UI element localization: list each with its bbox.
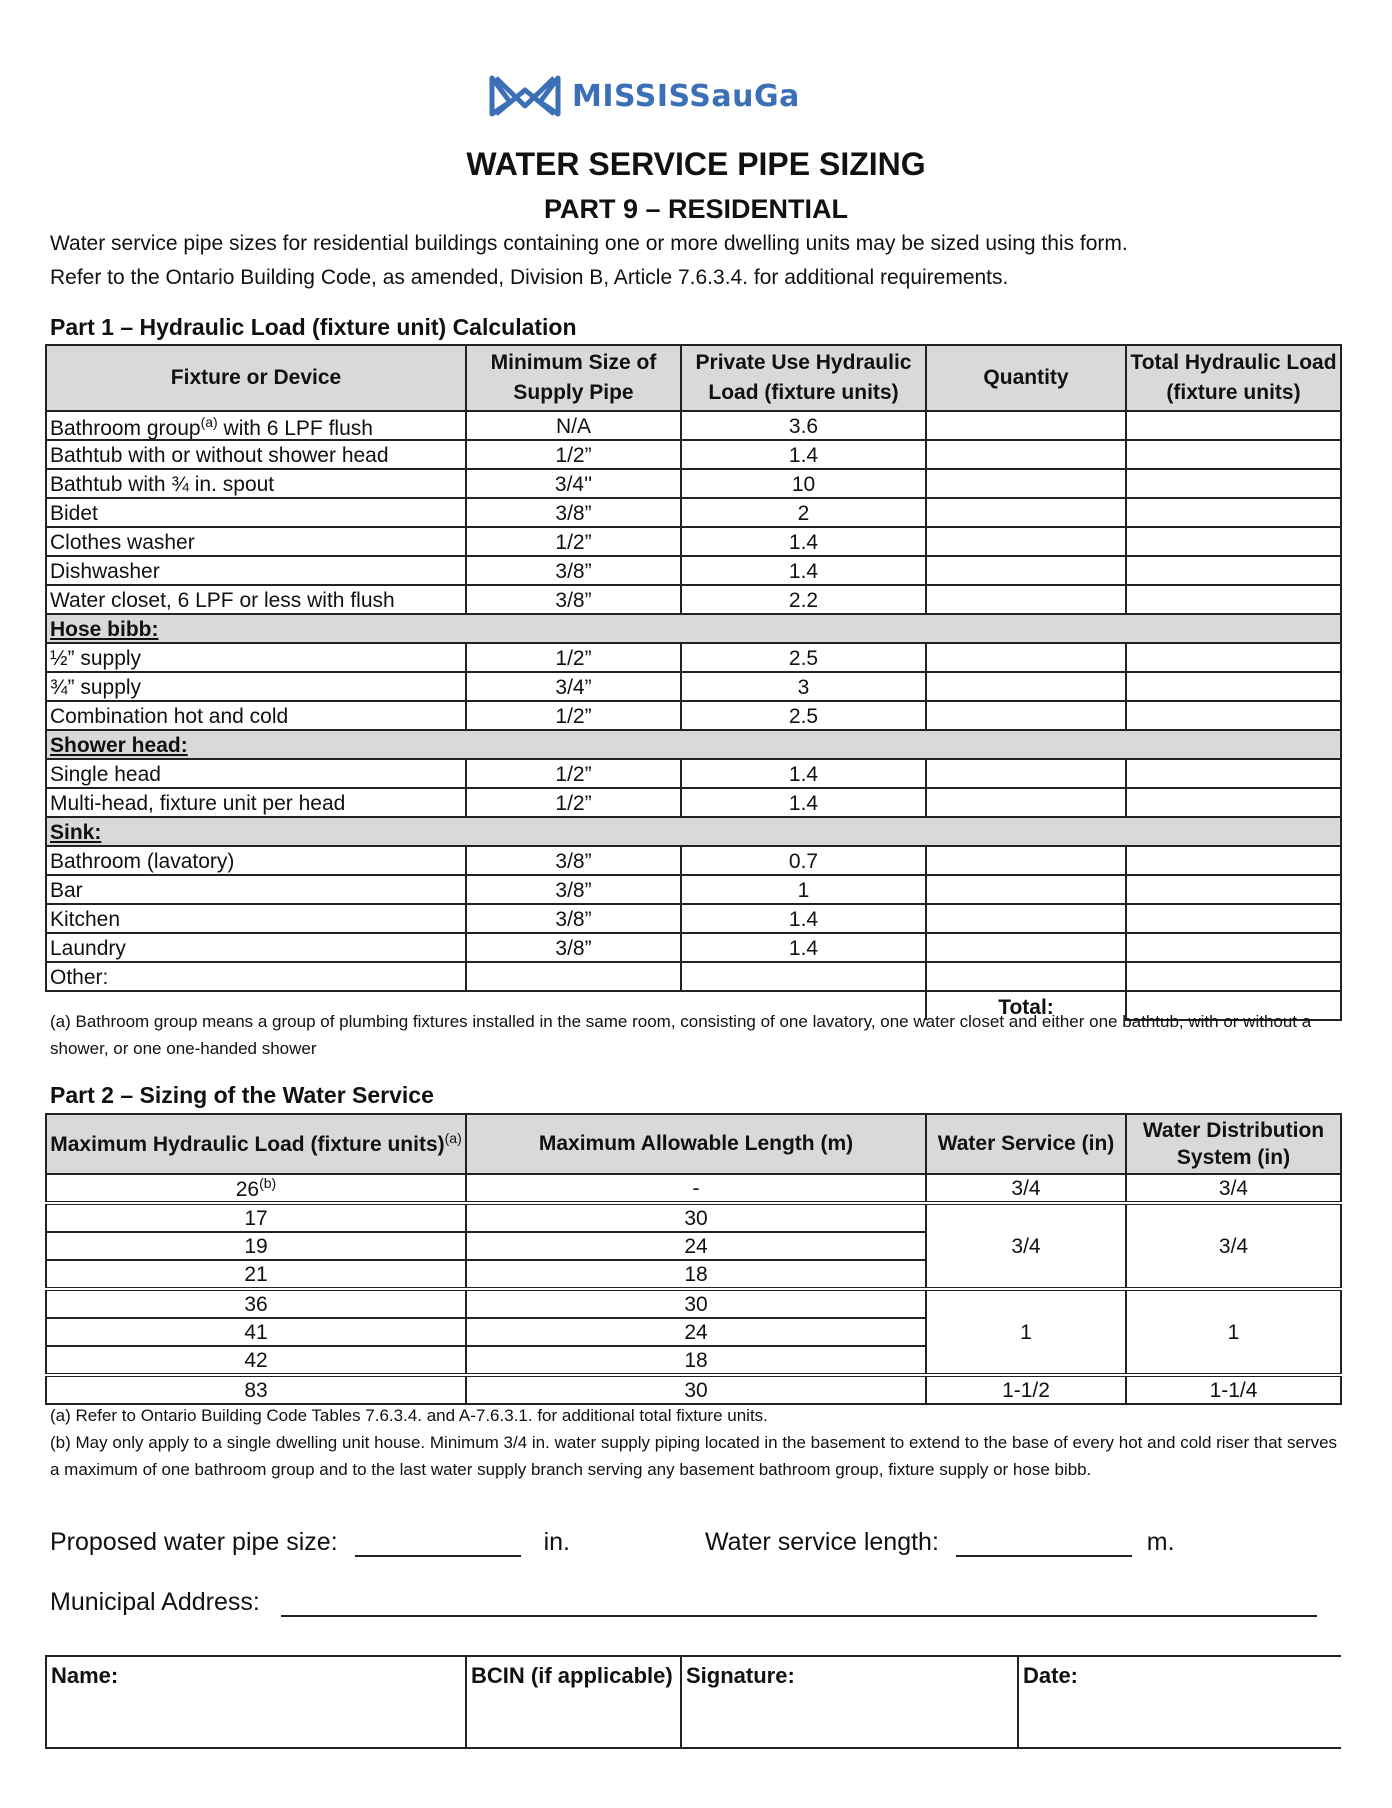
quantity-cell[interactable] <box>926 875 1126 904</box>
min-size: N/A <box>466 411 681 440</box>
col-distribution: Water Distribution System (in) <box>1126 1114 1341 1174</box>
service-length-input[interactable] <box>956 1531 1132 1557</box>
bathroom-group-rest: with 6 LPF flush <box>217 416 373 440</box>
table-row <box>46 846 1341 875</box>
bathroom-group-label: Bathroom group <box>50 416 201 440</box>
table-row <box>46 1375 1341 1404</box>
part2-footnote-b: (b) May only apply to a single dwelling unit house. Minimum 3/4 in. water supply piping located in the basement to extend to the base of every hot and cold riser that serves a maximum of one bathroom group and to the last water supply branch serving any basement bathroom group, fixture supply or hose bibb. <box>50 1433 1338 1479</box>
total-cell[interactable] <box>1126 556 1341 585</box>
max-length: 18 <box>466 1260 926 1289</box>
address-field <box>50 1588 1317 1617</box>
load-value: 10 <box>681 469 926 498</box>
footnote-a-marker: (a) <box>200 413 218 430</box>
min-size: 3/8” <box>466 846 681 875</box>
quantity-cell[interactable] <box>926 701 1126 730</box>
load-value: 1.4 <box>681 556 926 585</box>
category-row <box>46 817 1341 846</box>
address-label: Municipal Address: <box>50 1588 260 1616</box>
quantity-cell[interactable] <box>926 498 1126 527</box>
total-cell[interactable] <box>1126 469 1341 498</box>
fixture-name: Bar <box>46 875 466 904</box>
category-shower-head: Shower head: <box>46 730 1341 759</box>
quantity-cell[interactable] <box>926 585 1126 614</box>
date-label: Date: <box>1023 1663 1079 1688</box>
water-service-sizing-table <box>45 1113 1342 1405</box>
min-size: 1/2” <box>466 701 681 730</box>
max-load: 83 <box>46 1375 466 1404</box>
load-value: 3.6 <box>681 411 926 440</box>
max-length: 24 <box>466 1318 926 1346</box>
max-length: 30 <box>466 1203 926 1232</box>
col-fixture: Fixture or Device <box>46 345 466 411</box>
quantity-cell[interactable] <box>926 788 1126 817</box>
fixture-name: Clothes washer <box>46 527 466 556</box>
intro-line-2: Refer to the Ontario Building Code, as amended, Division B, Article 7.6.3.4. for additional requirements. <box>50 266 1009 289</box>
part1-footnote-a: (a) Bathroom group means a group of plumbing fixtures installed in the same room, consisting of one lavatory, one water closet and either one bathtub, with or without a shower, or one one-handed shower <box>50 1012 1312 1058</box>
total-cell[interactable] <box>1126 411 1341 440</box>
footnote-b-marker: (b) <box>259 1175 277 1191</box>
col-max-load <box>46 1114 466 1174</box>
quantity-cell[interactable] <box>926 556 1126 585</box>
quantity-cell[interactable] <box>926 469 1126 498</box>
fixture-name: Bidet <box>46 498 466 527</box>
load-value: 2.5 <box>681 643 926 672</box>
fixture-name: Dishwasher <box>46 556 466 585</box>
table-row <box>46 701 1341 730</box>
table-row <box>46 643 1341 672</box>
fixture-name: ¾” supply <box>46 672 466 701</box>
table-row <box>46 556 1341 585</box>
min-size: 3/8” <box>466 556 681 585</box>
table-row <box>46 527 1341 556</box>
footnote-a-marker: (a) <box>444 1130 462 1147</box>
total-cell[interactable] <box>1126 904 1341 933</box>
table-row <box>46 933 1341 962</box>
total-cell[interactable] <box>1126 788 1341 817</box>
quantity-cell[interactable] <box>926 759 1126 788</box>
load-value: 2.5 <box>681 701 926 730</box>
water-service: 3/4 <box>926 1203 1126 1289</box>
logo-wordmark: MISSISSauGa <box>572 78 800 114</box>
mississauga-logo-icon <box>488 72 562 120</box>
service-length-field <box>705 1528 1175 1557</box>
load-value: 1.4 <box>681 527 926 556</box>
quantity-cell[interactable] <box>926 527 1126 556</box>
table-row <box>46 411 1341 440</box>
table-row <box>46 962 1341 991</box>
table-row <box>46 1174 1341 1203</box>
distribution: 3/4 <box>1126 1174 1341 1203</box>
col-min-size: Minimum Size of Supply Pipe <box>466 345 681 411</box>
max-load: 19 <box>46 1232 466 1260</box>
total-cell[interactable] <box>1126 498 1341 527</box>
quantity-cell[interactable] <box>926 672 1126 701</box>
load-value: 1.4 <box>681 904 926 933</box>
water-service: 1 <box>926 1289 1126 1375</box>
fixture-name: Other: <box>46 962 466 991</box>
min-size: 1/2” <box>466 788 681 817</box>
signature-field[interactable] <box>681 1656 1018 1748</box>
load-value: 1.4 <box>681 440 926 469</box>
proposed-size-input[interactable] <box>355 1531 521 1557</box>
table-row <box>46 585 1341 614</box>
fixture-name: Kitchen <box>46 904 466 933</box>
quantity-cell[interactable] <box>926 933 1126 962</box>
table-row <box>46 904 1341 933</box>
max-length: 30 <box>466 1375 926 1404</box>
max-length: 30 <box>466 1289 926 1318</box>
fixture-name: Bathroom (lavatory) <box>46 846 466 875</box>
col-total: Total Hydraulic Load (fixture units) <box>1126 345 1341 411</box>
service-length-label: Water service length: <box>705 1528 939 1556</box>
max-load: 17 <box>46 1203 466 1232</box>
quantity-cell[interactable] <box>926 643 1126 672</box>
quantity-cell[interactable] <box>926 962 1126 991</box>
part2-footnotes <box>50 1402 1350 1483</box>
total-cell[interactable] <box>1126 846 1341 875</box>
load-value: 1.4 <box>681 933 926 962</box>
intro-line-1: Water service pipe sizes for residential buildings containing one or more dwelling units may be sized using this form. <box>50 232 1128 255</box>
part2-footnote-a: (a) Refer to Ontario Building Code Tables 7.6.3.4. and A-7.6.3.1. for additional total fixture units. <box>50 1406 768 1425</box>
name-label: Name: <box>51 1663 119 1688</box>
table-row <box>46 788 1341 817</box>
max-length: - <box>466 1174 926 1203</box>
quantity-cell[interactable] <box>926 411 1126 440</box>
fixture-name: Combination hot and cold <box>46 701 466 730</box>
table-row <box>46 1289 1341 1318</box>
category-sink: Sink: <box>46 817 1341 846</box>
load-value: 1.4 <box>681 788 926 817</box>
other-load-cell[interactable] <box>681 962 926 991</box>
fixture-name: Laundry <box>46 933 466 962</box>
min-size: 1/2” <box>466 643 681 672</box>
fixture-name: ½” supply <box>46 643 466 672</box>
quantity-cell[interactable] <box>926 904 1126 933</box>
total-cell[interactable] <box>1126 672 1341 701</box>
max-length: 24 <box>466 1232 926 1260</box>
total-cell[interactable] <box>1126 962 1341 991</box>
total-cell[interactable] <box>1126 440 1341 469</box>
distribution: 1 <box>1126 1289 1341 1375</box>
distribution: 3/4 <box>1126 1203 1341 1289</box>
category-row <box>46 730 1341 759</box>
col-quantity: Quantity <box>926 345 1126 411</box>
total-cell[interactable] <box>1126 933 1341 962</box>
min-size: 1/2” <box>466 527 681 556</box>
table-row <box>46 440 1341 469</box>
bcin-label: BCIN (if applicable) <box>471 1663 673 1688</box>
fixture-name: Water closet, 6 LPF or less with flush <box>46 585 466 614</box>
signature-label: Signature: <box>686 1663 795 1688</box>
min-size: 3/4” <box>466 672 681 701</box>
table-row <box>46 875 1341 904</box>
col-max-length: Maximum Allowable Length (m) <box>466 1114 926 1174</box>
distribution: 1-1/4 <box>1126 1375 1341 1404</box>
proposed-size-field <box>50 1528 570 1557</box>
load-value: 1.4 <box>681 759 926 788</box>
max-load-value: 26 <box>235 1178 260 1201</box>
col-private-use: Private Use Hydraulic Load (fixture units) <box>681 345 926 411</box>
fixture-name: Bathtub with or without shower head <box>46 440 466 469</box>
min-size: 3/8” <box>466 875 681 904</box>
min-size: 1/2” <box>466 759 681 788</box>
mississauga-logo <box>488 70 800 122</box>
fixture-name: Multi-head, fixture unit per head <box>46 788 466 817</box>
page-subtitle: PART 9 – RESIDENTIAL <box>543 194 849 224</box>
part1-heading: Part 1 – Hydraulic Load (fixture unit) Calculation <box>50 314 577 340</box>
load-value: 2.2 <box>681 585 926 614</box>
proposed-size-unit: in. <box>543 1528 570 1556</box>
col-max-load-label: Maximum Hydraulic Load (fixture units) <box>50 1133 445 1157</box>
min-size: 3/4'' <box>466 469 681 498</box>
name-field[interactable] <box>46 1656 466 1748</box>
total-cell[interactable] <box>1126 527 1341 556</box>
col-water-service: Water Service (in) <box>926 1114 1126 1174</box>
page-title: WATER SERVICE PIPE SIZING <box>466 146 926 182</box>
load-value: 0.7 <box>681 846 926 875</box>
address-input[interactable] <box>281 1591 1317 1617</box>
total-cell[interactable] <box>1126 759 1341 788</box>
signature-block <box>45 1655 1341 1749</box>
load-value: 2 <box>681 498 926 527</box>
other-size-cell[interactable] <box>466 962 681 991</box>
hydraulic-load-table <box>45 344 1342 1021</box>
total-cell[interactable] <box>1126 585 1341 614</box>
fixture-name: Single head <box>46 759 466 788</box>
part2-heading: Part 2 – Sizing of the Water Service <box>50 1082 434 1108</box>
max-load: 36 <box>46 1289 466 1318</box>
date-field[interactable] <box>1018 1656 1341 1748</box>
total-label: Total: <box>926 991 1126 1020</box>
max-load: 42 <box>46 1346 466 1375</box>
max-load: 41 <box>46 1318 466 1346</box>
table-row <box>46 498 1341 527</box>
bcin-field[interactable] <box>466 1656 681 1748</box>
quantity-cell[interactable] <box>926 440 1126 469</box>
category-row <box>46 614 1341 643</box>
category-hose-bibb: Hose bibb: <box>46 614 1341 643</box>
load-value: 3 <box>681 672 926 701</box>
min-size: 3/8” <box>466 498 681 527</box>
min-size: 3/8” <box>466 585 681 614</box>
max-length: 18 <box>466 1346 926 1375</box>
max-load: 21 <box>46 1260 466 1289</box>
min-size: 1/2” <box>466 440 681 469</box>
table-row <box>46 672 1341 701</box>
total-cell[interactable] <box>1126 875 1341 904</box>
water-service: 1-1/2 <box>926 1375 1126 1404</box>
fixture-name: Bathtub with ¾ in. spout <box>46 469 466 498</box>
fixture-name <box>46 411 466 440</box>
max-load <box>46 1174 466 1203</box>
min-size: 3/8” <box>466 933 681 962</box>
service-length-unit: m. <box>1146 1528 1175 1556</box>
water-service: 3/4 <box>926 1174 1126 1203</box>
quantity-cell[interactable] <box>926 846 1126 875</box>
proposed-size-label: Proposed water pipe size: <box>50 1528 338 1556</box>
table-row <box>46 759 1341 788</box>
min-size: 3/8” <box>466 904 681 933</box>
total-cell[interactable] <box>1126 643 1341 672</box>
load-value: 1 <box>681 875 926 904</box>
table-row <box>46 469 1341 498</box>
total-cell[interactable] <box>1126 701 1341 730</box>
table-row <box>46 1203 1341 1232</box>
